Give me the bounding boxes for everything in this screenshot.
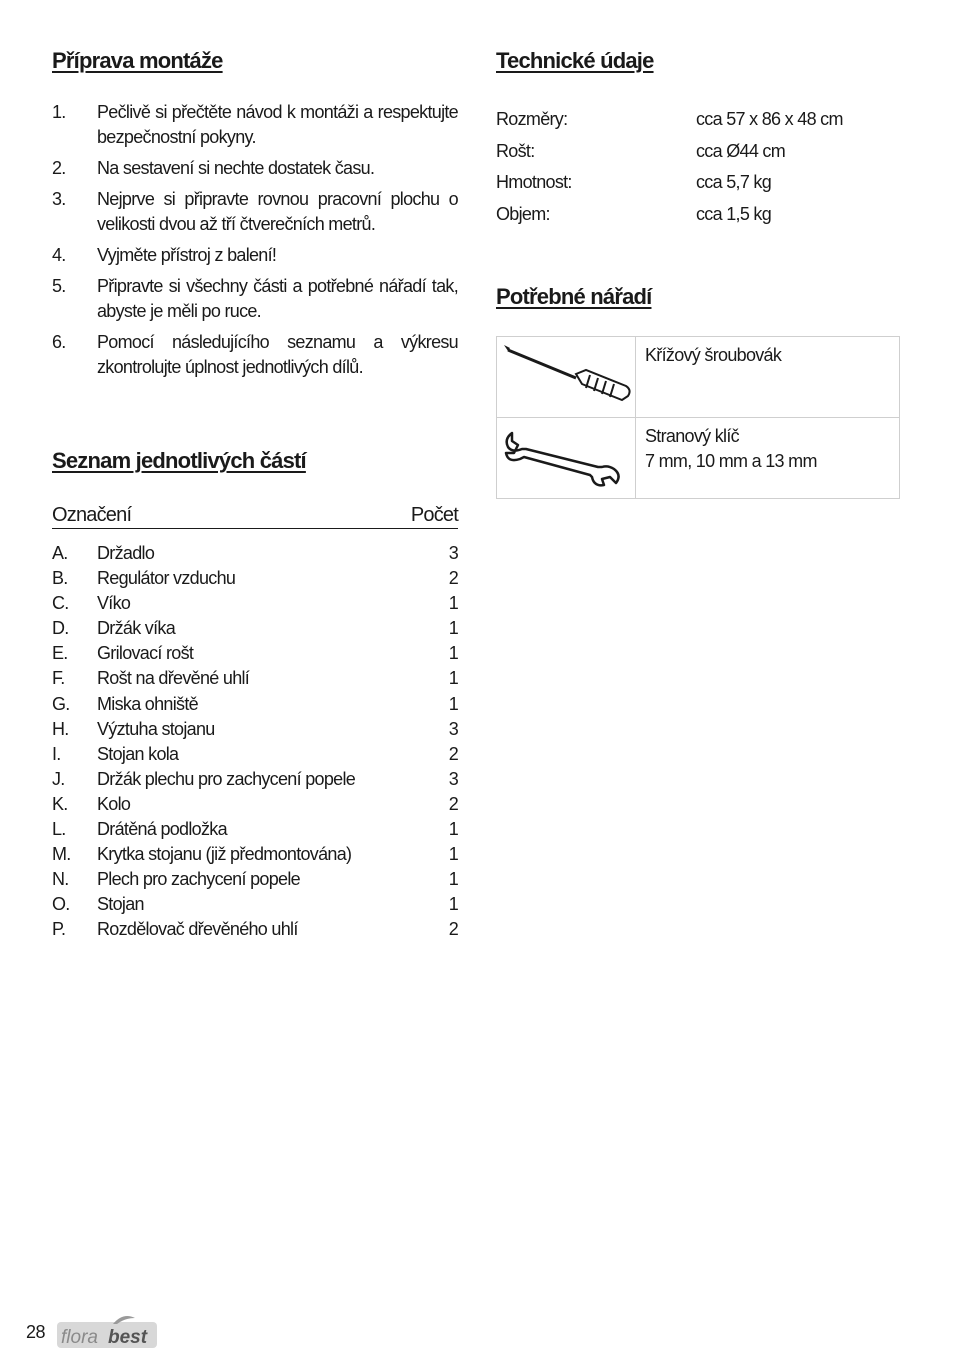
tool-label-cell — [636, 337, 900, 418]
part-row: A. Držadlo 3 — [52, 543, 458, 563]
tool-name: Křížový šroubovák — [645, 345, 782, 365]
tools-table — [496, 336, 900, 499]
part-row: C. Víko 1 — [52, 593, 458, 614]
part-row: E. Grilovací rošt 1 — [52, 643, 458, 664]
part-row: B. Regulátor vzduchu 2 — [52, 568, 458, 589]
part-row: F. Rošt na dřevěné uhlí 1 — [52, 668, 458, 689]
part-row: O. Stojan 1 — [52, 894, 458, 915]
tool-image-cell — [497, 418, 636, 499]
part-row: N. Plech pro zachycení popele 1 — [52, 869, 458, 890]
part-row: I. Stojan kola 2 — [52, 743, 458, 764]
tools-title: Potřebné nářadí — [496, 284, 652, 309]
step-item: 2. Na sestavení si nechte dostatek času. — [52, 158, 375, 178]
step-item: 1. Pečlivě si přečtěte návod k montáži a respektujte bezpečnostní pokyny. — [52, 102, 458, 147]
tool-image-cell — [497, 337, 636, 418]
svg-text:flora: flora — [61, 1327, 98, 1348]
tech-section — [496, 48, 902, 230]
tech-table — [496, 104, 902, 230]
step-item: 6. Pomocí následujícího seznamu a výkresu zkontrolujte úplnost jednotlivých dílů. — [52, 332, 458, 377]
tech-row: Rozměry: cca 57 x 86 x 48 cm — [496, 109, 843, 129]
part-row: P. Rozdělovač dřevěného uhlí 2 — [52, 919, 458, 940]
parts-title: Seznam jednotlivých částí — [52, 448, 306, 473]
part-row: K. Kolo 2 — [52, 793, 458, 814]
tech-row: Hmotnost: cca 5,7 kg — [496, 172, 772, 192]
part-row: G. Miska ohniště 1 — [52, 693, 458, 714]
step-item: 3. Nejprve si připravte rovnou pracovní plochu o velikosti dvou až tří čtverečních metrů. — [52, 189, 458, 234]
parts-list — [52, 541, 458, 943]
part-row: D. Držák víka 1 — [52, 618, 458, 639]
step-item: 4. Vyjměte přístroj z balení! — [52, 245, 277, 265]
parts-header-count: Počet — [410, 504, 458, 526]
part-row: J. Držák plechu pro zachycení popele 3 — [52, 768, 458, 789]
florabest-logo — [55, 1314, 159, 1350]
tech-row: Rošt: cca Ø44 cm — [496, 140, 786, 161]
parts-header-label: Označení — [52, 504, 132, 526]
tech-title: Technické údaje — [496, 48, 654, 73]
assembly-steps — [52, 100, 458, 380]
assembly-section — [52, 48, 458, 386]
step-item: 5. Připravte si všechny části a potřebné nářadí tak, abyste je měli po ruce. — [52, 276, 458, 321]
tool-row — [497, 337, 900, 418]
parts-header — [52, 502, 458, 529]
tool-sizes: 7 mm, 10 mm a 13 mm — [645, 451, 817, 471]
tech-row: Objem: cca 1,5 kg — [496, 203, 772, 224]
part-row: M. Krytka stojanu (již předmontována) 1 — [52, 844, 458, 865]
screwdriver-icon — [498, 338, 634, 411]
part-row: H. Výztuha stojanu 3 — [52, 718, 458, 739]
tool-name: Stranový klíč — [645, 426, 739, 446]
part-row: L. Drátěná podložka 1 — [52, 819, 458, 840]
tool-label-cell — [636, 418, 900, 499]
svg-text:best: best — [108, 1327, 148, 1348]
assembly-title: Příprava montáže — [52, 48, 223, 73]
page-footer — [26, 1314, 159, 1350]
page-number: 28 — [26, 1321, 46, 1342]
tool-row — [497, 418, 900, 499]
wrench-icon — [498, 419, 634, 492]
